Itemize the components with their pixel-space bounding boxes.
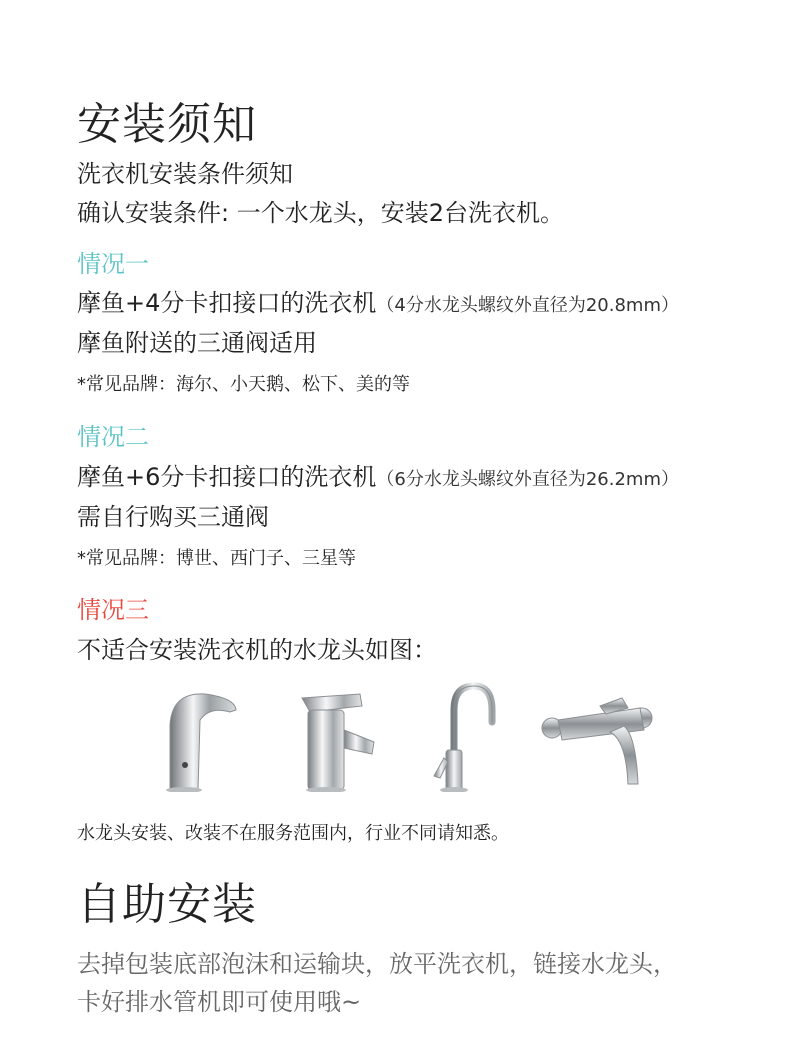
sensor-faucet-icon (150, 680, 240, 792)
case1-brands: *常见品牌：海尔、小天鹅、松下、美的等 (77, 374, 410, 395)
case2-line2: 需自行购买三通阀 (77, 503, 269, 531)
case1-label: 情况一 (77, 250, 149, 278)
self-install-line2: 卡好排水管机即可使用哦~ (77, 988, 362, 1016)
case1-main: 摩鱼+4分卡扣接口的洗衣机 (77, 289, 377, 317)
case1-line2: 摩鱼附送的三通阀适用 (77, 329, 317, 357)
case3-label: 情况三 (77, 596, 149, 624)
gooseneck-faucet-icon (432, 680, 502, 792)
case1-note: （4分水龙头螺纹外直径为20.8mm） (376, 295, 679, 316)
case1-main-line (77, 287, 679, 322)
case2-main-line (77, 461, 679, 496)
basin-mixer-faucet-icon (290, 680, 380, 792)
notice-title: 安装须知 (77, 99, 257, 150)
notice-confirm: 确认安装条件: 一个水龙头，安装2台洗衣机。 (77, 199, 564, 227)
case2-main: 摩鱼+6分卡扣接口的洗衣机 (77, 463, 377, 491)
notice-subtitle: 洗衣机安装条件须知 (77, 160, 293, 188)
case3-line: 不适合安装洗衣机的水龙头如图： (77, 636, 437, 664)
self-install-title: 自助安装 (77, 879, 257, 930)
self-install-line1: 去掉包装底部泡沫和运输块，放平洗衣机，链接水龙头， (77, 950, 677, 978)
faucet-images (140, 680, 660, 795)
case2-brands: *常见品牌：博世、西门子、三星等 (77, 548, 356, 569)
case2-note: （6分水龙头螺纹外直径为26.2mm） (376, 469, 679, 490)
wall-mixer-faucet-icon (540, 680, 655, 792)
faucet-note: 水龙头安装、改装不在服务范围内，行业不同请知悉。 (77, 823, 509, 844)
case2-label: 情况二 (77, 423, 149, 451)
